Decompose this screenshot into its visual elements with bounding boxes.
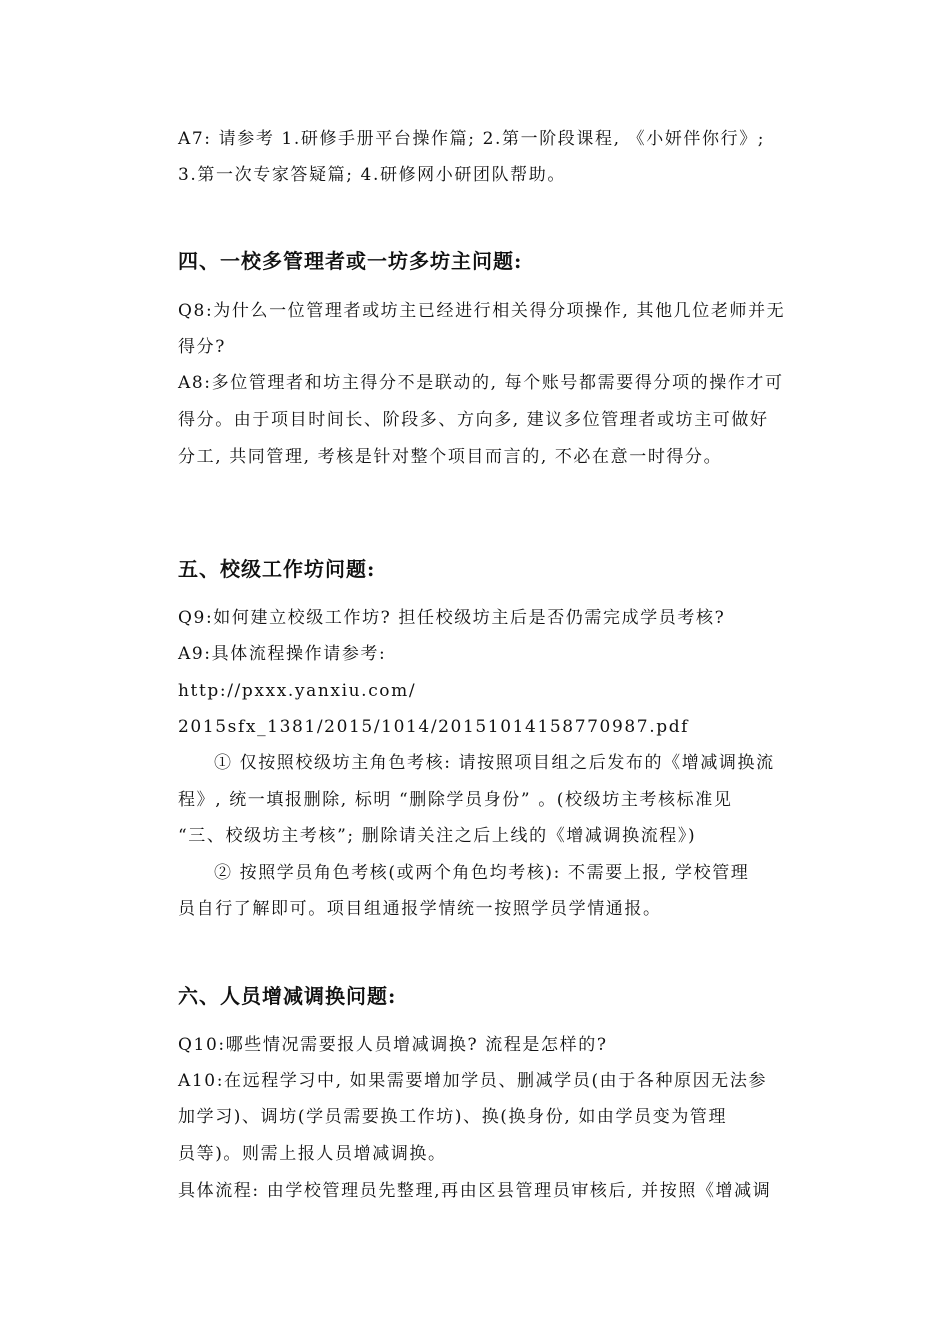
question-q9: Q9:如何建立校级工作坊? 担任校级坊主后是否仍需完成学员考核? [178,608,726,628]
question-q8-line-2: 得分? [178,337,226,357]
answer-a9: A9:具体流程操作请参考: [178,644,387,664]
answer-a8-line-3: 分工, 共同管理, 考核是针对整个项目而言的, 不必在意一时得分。 [178,447,723,467]
answer-a10-line-1: A10:在远程学习中, 如果需要增加学员、删减学员(由于各种原因无法参 [178,1071,768,1091]
section-heading-4: 四、一校多管理者或一坊多坊主问题: [178,249,523,273]
point-1-line-1: ① 仅按照校级坊主角色考核: 请按照项目组之后发布的《增减调换流 [214,753,775,773]
point-2-line-1: ② 按照学员角色考核(或两个角色均考核): 不需要上报, 学校管理 [214,863,750,883]
answer-a10-line-2: 加学习)、调坊(学员需要换工作坊)、换(换身份, 如由学员变为管理 [178,1107,728,1127]
answer-a7-line-2: 3.第一次专家答疑篇; 4.研修网小研团队帮助。 [178,165,566,185]
question-q8-line-1: Q8:为什么一位管理者或坊主已经进行相关得分项操作, 其他几位老师并无 [178,301,786,321]
section-heading-5: 五、校级工作坊问题: [178,557,376,581]
answer-a8-line-1: A8:多位管理者和坊主得分不是联动的, 每个账号都需要得分项的操作才可 [178,373,784,393]
point-2-line-2: 员自行了解即可。项目组通报学情统一按照学员学情通报。 [178,899,662,919]
answer-a8-line-2: 得分。由于项目时间长、阶段多、方向多, 建议多位管理者或坊主可做好 [178,410,769,430]
process-line-1: 具体流程: 由学校管理员先整理,再由区县管理员审核后, 并按照《增减调 [178,1181,772,1201]
answer-a7-line-1: A7: 请参考 1.研修手册平台操作篇; 2.第一阶段课程, 《小妍伴你行》; [178,129,766,149]
point-1-line-3: “三、校级坊主考核”; 删除请关注之后上线的《增减调换流程》) [178,826,697,846]
url-line-2: 2015sfx_1381/2015/1014/20151014158770987.pdf [178,717,690,737]
url-line-1: http://pxxx.yanxiu.com/ [178,681,417,701]
question-q10: Q10:哪些情况需要报人员增减调换? 流程是怎样的? [178,1035,608,1055]
answer-a10-line-3: 员等)。则需上报人员增减调换。 [178,1144,447,1164]
point-1-line-2: 程》, 统一填报删除, 标明 “删除学员身份” 。(校级坊主考核标准见 [178,790,733,810]
section-heading-6: 六、人员增减调换问题: [178,984,397,1008]
